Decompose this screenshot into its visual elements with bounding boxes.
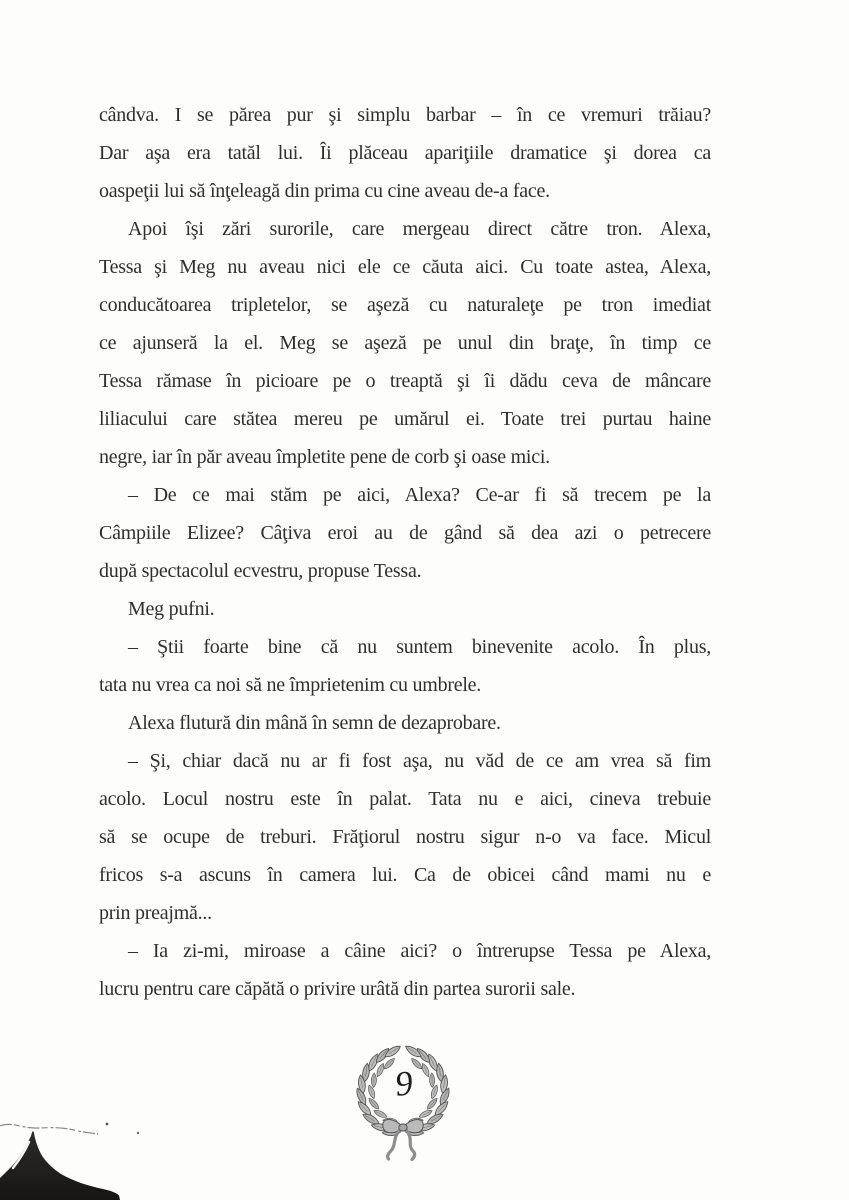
wreath-bow-icon: [383, 1119, 423, 1159]
text-line: prin preajmă...: [99, 902, 212, 924]
text-line: lucru pentru care căpătă o privire urâtă din partea surorii sale.: [99, 978, 576, 1000]
scratch-line: [0, 1124, 98, 1134]
mountain-silhouette-illustration: [0, 1118, 150, 1200]
text-line: fricos s-a ascuns în camera lui. Ca de obicei când mami nu e: [99, 864, 711, 886]
text-line: – De ce mai stăm pe aici, Alexa? Ce-ar fi să trecem pe la: [128, 484, 711, 506]
text-line: conducătoarea tripletelor, se aşeză cu naturaleţe pe tron imediat: [99, 294, 711, 316]
text-line: Câmpiile Elizee? Câţiva eroi au de gând să dea azi o petrecere: [99, 522, 711, 544]
page-number: 9: [393, 1063, 415, 1104]
text-line: Apoi îşi zări surorile, care mergeau direct către tron. Alexa,: [128, 218, 711, 240]
text-line: tata nu vrea ca noi să ne împrietenim cu umbrele.: [99, 674, 482, 696]
text-line: Meg pufni.: [128, 598, 215, 620]
text-line: ce ajunseră la el. Meg se aşeză pe unul din braţe, în timp ce: [99, 332, 711, 354]
text-line: liliacului care stătea mereu pe umărul ei. Toate trei purtau haine: [99, 408, 711, 430]
text-line: Dar aşa era tatăl lui. Îi plăceau apariţiile dramatice şi dorea ca: [99, 142, 711, 164]
text-line: negre, iar în păr aveau împletite pene de corb şi oase mici.: [99, 446, 550, 468]
text-line: cândva. I se părea pur şi simplu barbar – în ce vremuri trăiau?: [99, 104, 711, 126]
text-line: – Ia zi-mi, miroase a câine aici? o întrerupse Tessa pe Alexa,: [128, 940, 711, 962]
text-line: oaspeţii lui să înţeleagă din prima cu cine aveau de-a face.: [99, 180, 550, 202]
text-line: Tessa şi Meg nu aveau nici ele ce căuta aici. Cu toate astea, Alexa,: [99, 256, 711, 278]
mountain-shape: [0, 1131, 120, 1200]
text-line: – Ştii foarte bine că nu suntem binevenite acolo. În plus,: [128, 636, 711, 658]
body-text: [99, 96, 711, 1008]
text-line: – Şi, chiar dacă nu ar fi fost aşa, nu văd de ce am vrea să fim: [128, 750, 711, 772]
text-line: Alexa flutură din mână în semn de dezaprobare.: [128, 712, 501, 734]
text-line: Tessa rămase în picioare pe o treaptă şi îi dădu ceva de mâncare: [99, 370, 711, 392]
text-line: să se ocupe de treburi. Frăţiorul nostru sigur n-o va face. Micul: [99, 826, 711, 848]
text-line: acolo. Locul nostru este în palat. Tata nu e aici, cineva trebuie: [99, 788, 711, 810]
text-line: după spectacolul ecvestru, propuse Tessa.: [99, 560, 422, 582]
